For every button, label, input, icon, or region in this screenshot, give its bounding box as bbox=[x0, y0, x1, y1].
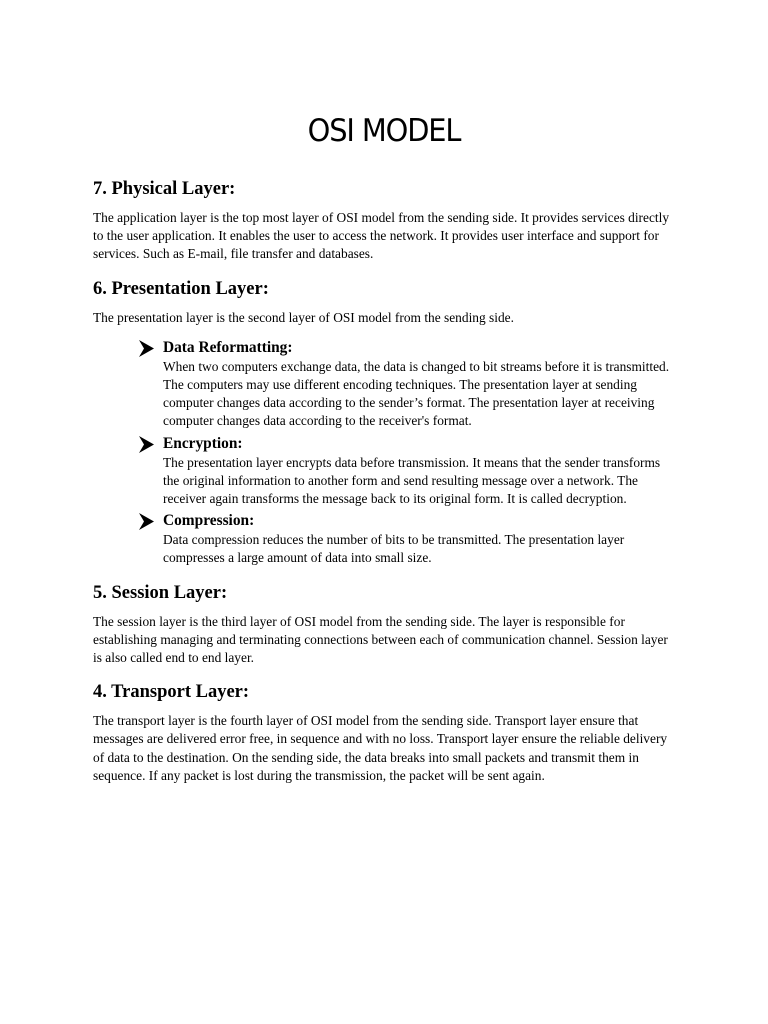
section-paragraph: The presentation layer is the second layer of OSI model from the sending side. bbox=[93, 309, 514, 325]
document-content bbox=[93, 176, 679, 785]
bullet-heading: Encryption: bbox=[163, 434, 243, 452]
arrowhead-bullet-icon bbox=[139, 436, 154, 453]
section-paragraph: The session layer is the third layer of OSI model from the sending side. The layer is responsible for establishing managing and terminating connections between each of communication channel. Session layer is also called end to end layer. bbox=[93, 613, 668, 666]
section-transport-layer bbox=[93, 679, 679, 785]
bullet-item-encryption bbox=[139, 433, 679, 509]
section-physical-layer bbox=[93, 176, 679, 264]
bullet-list bbox=[139, 337, 679, 568]
bullet-heading: Compression: bbox=[163, 512, 255, 530]
section-heading: 4. Transport Layer: bbox=[93, 682, 250, 703]
arrowhead-bullet-icon bbox=[139, 340, 154, 357]
section-heading: 7. Physical Layer: bbox=[93, 179, 236, 199]
bullet-paragraph: The presentation layer encrypts data before transmission. It means that the sender transforms the original information to another form and send resulting message over a network. The receiver again transforms the message back to its original form. It is called decryption. bbox=[163, 454, 661, 507]
bullet-heading: Data Reformatting: bbox=[163, 338, 293, 356]
bullet-item-data-reformatting bbox=[139, 337, 679, 431]
section-session-layer bbox=[93, 580, 679, 668]
document-title: OSI MODEL bbox=[307, 113, 461, 149]
bullet-item-compression bbox=[139, 510, 679, 567]
section-presentation-layer bbox=[93, 276, 679, 568]
section-heading: 5. Session Layer: bbox=[93, 582, 228, 603]
section-paragraph: The application layer is the top most layer of OSI model from the sending side. It provides services directly to the user application. It enables the user to access the network. It provides user interface and support for services. Such as E-mail, file transfer and databases. bbox=[93, 210, 670, 262]
section-paragraph: The transport layer is the fourth layer of OSI model from the sending side. Transport layer ensure that messages are delivered error free, in sequence and with no loss. Transport layer ensure the reliable delivery of data to the destination. On the sending side, the data breaks into small packets and transmit them in sequence. If any packet is lost during the transmission, the packet will be sent again. bbox=[93, 713, 668, 783]
arrowhead-bullet-icon bbox=[139, 513, 154, 530]
section-heading: 6. Presentation Layer: bbox=[93, 278, 269, 299]
bullet-paragraph: Data compression reduces the number of bits to be transmitted. The presentation layer compresses a large amount of data into small size. bbox=[163, 532, 625, 566]
bullet-paragraph: When two computers exchange data, the data is changed to bit streams before it is transmitted. The computers may use different encoding techniques. The presentation layer at sending computer changes data according to the sender’s format. The presentation layer at receiving computer changes data according to the receiver's format. bbox=[163, 358, 670, 429]
